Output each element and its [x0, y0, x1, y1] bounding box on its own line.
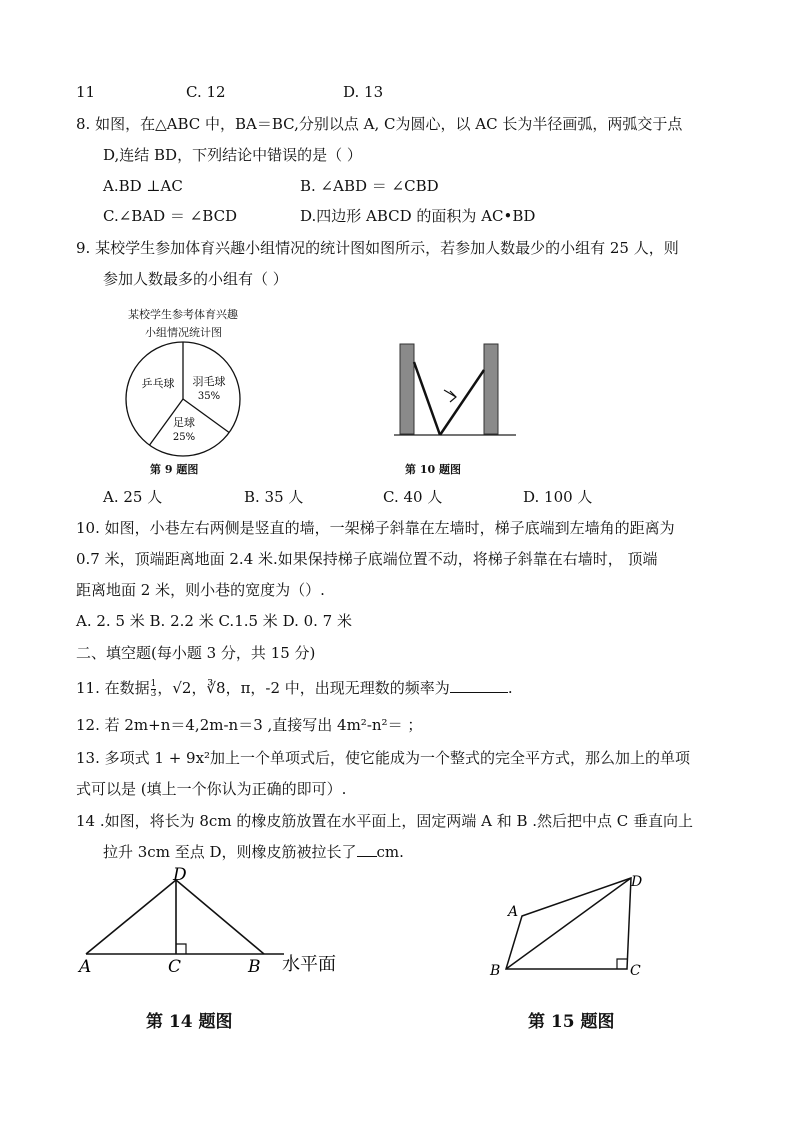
fig10-ladder-left [414, 362, 440, 435]
q8-option-b: B. ∠ABD ＝ ∠CBD [300, 177, 439, 195]
q10-stem-line2: 0.7 米，顶端距离地面 2.4 米.如果保持梯子底端位置不动，将梯子斜靠在右墙时， 顶端 [76, 550, 658, 568]
q10-stem-line3: 距离地面 2 米，则小巷的宽度为（）. [76, 581, 325, 599]
fig14-triangle-diagram [76, 865, 376, 978]
q12-stem: 12. 若 2m+n＝4,2m-n＝3 ,直接写出 4m²-n²＝ ； [76, 716, 423, 734]
fig15-label-c: C [630, 963, 641, 979]
fig14-label-c: C [168, 957, 182, 977]
fig15-caption: 第 15 题图 [528, 1012, 615, 1032]
q11-answer-blank[interactable] [450, 678, 508, 693]
q9-stem-line2: 参加人数最多的小组有（ ） [103, 270, 288, 288]
q10-stem-line1: 10. 如图，小巷左右两侧是竖直的墙，一架梯子斜靠在左墙时，梯子底端到左墙角的距离为 [76, 519, 675, 537]
fig14-label-d: D [173, 865, 187, 885]
fig9-pie-chart [124, 340, 254, 470]
q11-fraction [151, 680, 157, 699]
q10-options: A. 2. 5 米 B. 2.2 米 C.1.5 米 D. 0. 7 米 [76, 612, 352, 630]
q7-option-d: D. 13 [343, 83, 384, 101]
q13-stem-line1: 13. 多项式 1 + 9x²加上一个单项式后，使它能成为一个整式的完全平方式，那么加上的单项 [76, 749, 691, 767]
fig14-right-angle-mark [176, 944, 186, 954]
q9-option-b: B. 35 人 [244, 488, 304, 506]
fig10-left-wall [400, 344, 414, 434]
fig14-ground-label: 水平面 [282, 954, 336, 975]
q8-option-a: A.BD ⊥AC [103, 177, 183, 195]
pie-label-pingpong: 乒乓球 [141, 377, 175, 390]
fig15-label-d: D [631, 874, 643, 890]
q14-stem-line1: 14 .如图，将长为 8cm 的橡皮筋放置在水平面上，固定两端 A 和 B .然后把中点 C 垂直向上 [76, 812, 694, 830]
q7-option-c: C. 12 [186, 83, 226, 101]
q8-stem-line2: D,连结 BD，下列结论中错误的是（ ） [103, 146, 362, 164]
q14-answer-blank[interactable] [357, 842, 377, 857]
fig15-label-b: B [490, 963, 501, 979]
q14-stem-line2 [103, 842, 404, 862]
pie-label-badminton-pct: 35% [197, 391, 221, 402]
fig9-title-line1: 某校学生参考体育兴趣 [128, 308, 238, 321]
pie-label-football: 足球 [173, 416, 195, 429]
fig14-segment-ad [86, 880, 176, 954]
q7-option-b: 11 [76, 83, 96, 101]
fig10-arrow-icon [444, 390, 456, 402]
q8-option-d: D.四边形 ABCD 的面积为 AC•BD [300, 207, 536, 225]
fig9-title-line2: 小组情况统计图 [145, 326, 222, 339]
fig10-caption: 第 10 题图 [405, 463, 461, 476]
fig10-ladder-right [440, 370, 484, 435]
q14-line2-pre: 拉升 3cm 至点 D，则橡皮筋被拉长了 [103, 843, 357, 861]
pie-label-football-pct: 25% [172, 432, 196, 443]
q9-option-d: D. 100 人 [523, 488, 593, 506]
q11 [76, 678, 513, 699]
fig10-right-wall [484, 344, 498, 434]
fig14-caption: 第 14 题图 [146, 1012, 233, 1032]
q8-option-c: C.∠BAD ＝ ∠BCD [103, 207, 238, 225]
q8-stem-line1: 8. 如图，在△ABC 中，BA＝BC,分别以点 A, C为圆心，以 AC 长为半径画弧，两弧交于点 [76, 115, 683, 133]
q9-option-a: A. 25 人 [103, 488, 163, 506]
fig9-caption: 第 9 题图 [150, 463, 199, 476]
fig15-quadrilateral-diagram [484, 868, 654, 988]
q11-post: . [507, 679, 513, 697]
pie-label-badminton: 羽毛球 [192, 375, 226, 388]
q11-frac-num: 1 [150, 678, 157, 689]
fig15-right-angle-mark [617, 959, 627, 969]
fig15-label-a: A [508, 904, 519, 920]
q11-pre: 11. 在数据 [76, 679, 150, 697]
section-fill-in-heading: 二、填空题(每小题 3 分，共 15 分) [76, 644, 316, 662]
fig14-segment-db [176, 880, 264, 954]
fig14-label-b: B [248, 957, 261, 977]
fig10-alley-diagram [392, 340, 522, 440]
fig15-diagonal-bd [506, 878, 631, 969]
q9-option-c: C. 40 人 [383, 488, 443, 506]
q9-stem-line1: 9. 某校学生参加体育兴趣小组情况的统计图如图所示，若参加人数最少的小组有 25 人，则 [76, 239, 679, 257]
q11-mid: ，√2，∛8，π，-2 中，出现无理数的频率为 [157, 679, 450, 697]
q14-line2-post: cm. [376, 843, 404, 861]
q11-frac-den: 3 [150, 688, 157, 699]
fig14-label-a: A [79, 957, 92, 977]
q13-stem-line2: 式可以是 (填上一个你认为正确的即可）. [76, 780, 347, 798]
